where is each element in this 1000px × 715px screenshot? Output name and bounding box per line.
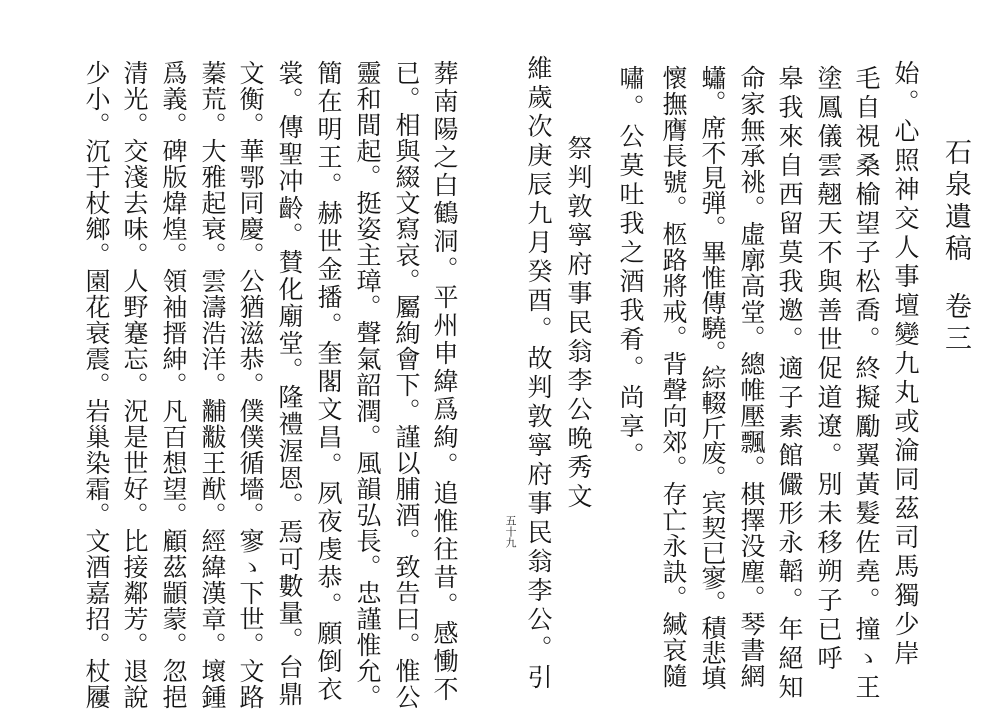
text-column-r3: 塗鳳儀雲翹天不與善世促道遼。別未移朔子已呼 [814, 65, 843, 674]
volume-label: 卷三 [940, 292, 971, 356]
text-column-r5: 命家無承祧。虛廓高堂。總帷壓飄。棋擇没塵。琴書網 [737, 65, 766, 689]
text-column-l8: 蓁荒。大雅起衰。雲濤浩洋。黼黻王猷。經緯漢章。壞鍾 [198, 60, 227, 710]
text-column-l9: 爲義。碑版煒煌。領袖搢紳。凡百想望。顧茲顓蒙。忽挹 [159, 60, 188, 710]
book-title: 石泉遺稿 [940, 138, 971, 266]
text-column-l5: 簡在明王。赫世金播。奎閣文昌。夙夜虔恭。願倒衣 [314, 60, 343, 704]
text-column-l4: 靈和間起。挺姿主璋。聲氣韶潤。風韻弘長。忠謹惟允。 [353, 60, 382, 710]
text-column-l1: 維歲次庚辰九月癸酉。故判敦寧府事民翁李公。引 [524, 55, 553, 693]
text-column-r6: 蠨。席不見弾。畢惟傳驍。綜輟斤废。宾契已寥。積悲填 [698, 65, 727, 690]
page-number: 五十九 [504, 515, 517, 548]
text-column-r2: 毛自視桑榆望子松喬。終擬勵翼黃髮佐堯。撞ゝ王 [852, 65, 881, 703]
text-column-r1: 始。心照神交人事壇變九丸或淪同茲司馬獨少岸 [891, 60, 920, 669]
text-column-r4: 皋我來自西留莫我邀。適子素館儼形永韜。年絕知 [775, 65, 804, 703]
essay-title: 祭判敦寧府事民翁李公晩秀文 [564, 135, 593, 512]
text-column-l7: 文衡。華鄂同慶。公猶滋恭。僕僕循墻。寥ゝ下世。文路 [236, 60, 265, 710]
text-column-l6: 裳。傳聖冲齡。賛化廟堂。隆禮渥恩。焉可數量。台鼎 [275, 60, 304, 708]
text-column-l11: 少小。沉于杖鄉。園花衰震。岩巢染霜。文酒嘉招。杖屨 [82, 60, 111, 710]
text-column-l2: 葬南陽之白鶴洞。平州申緯爲絢。追惟往昔。感慟不 [430, 60, 459, 704]
text-column-l10: 清光。交淺去味。人野蹇忘。況是世好。比接鄰芳。退說 [120, 60, 149, 710]
text-column-r8: 嘯。公莫吐我之酒我肴。尚享。 [616, 65, 645, 471]
text-column-l3: 已。相與綴文寫哀。屬絢會下。謹以脯酒。致告曰。惟公 [392, 60, 421, 710]
text-column-r7: 懷撫膺長號。柩路將戒。背聲向郊。存亡永訣。緘哀隨 [659, 65, 688, 689]
